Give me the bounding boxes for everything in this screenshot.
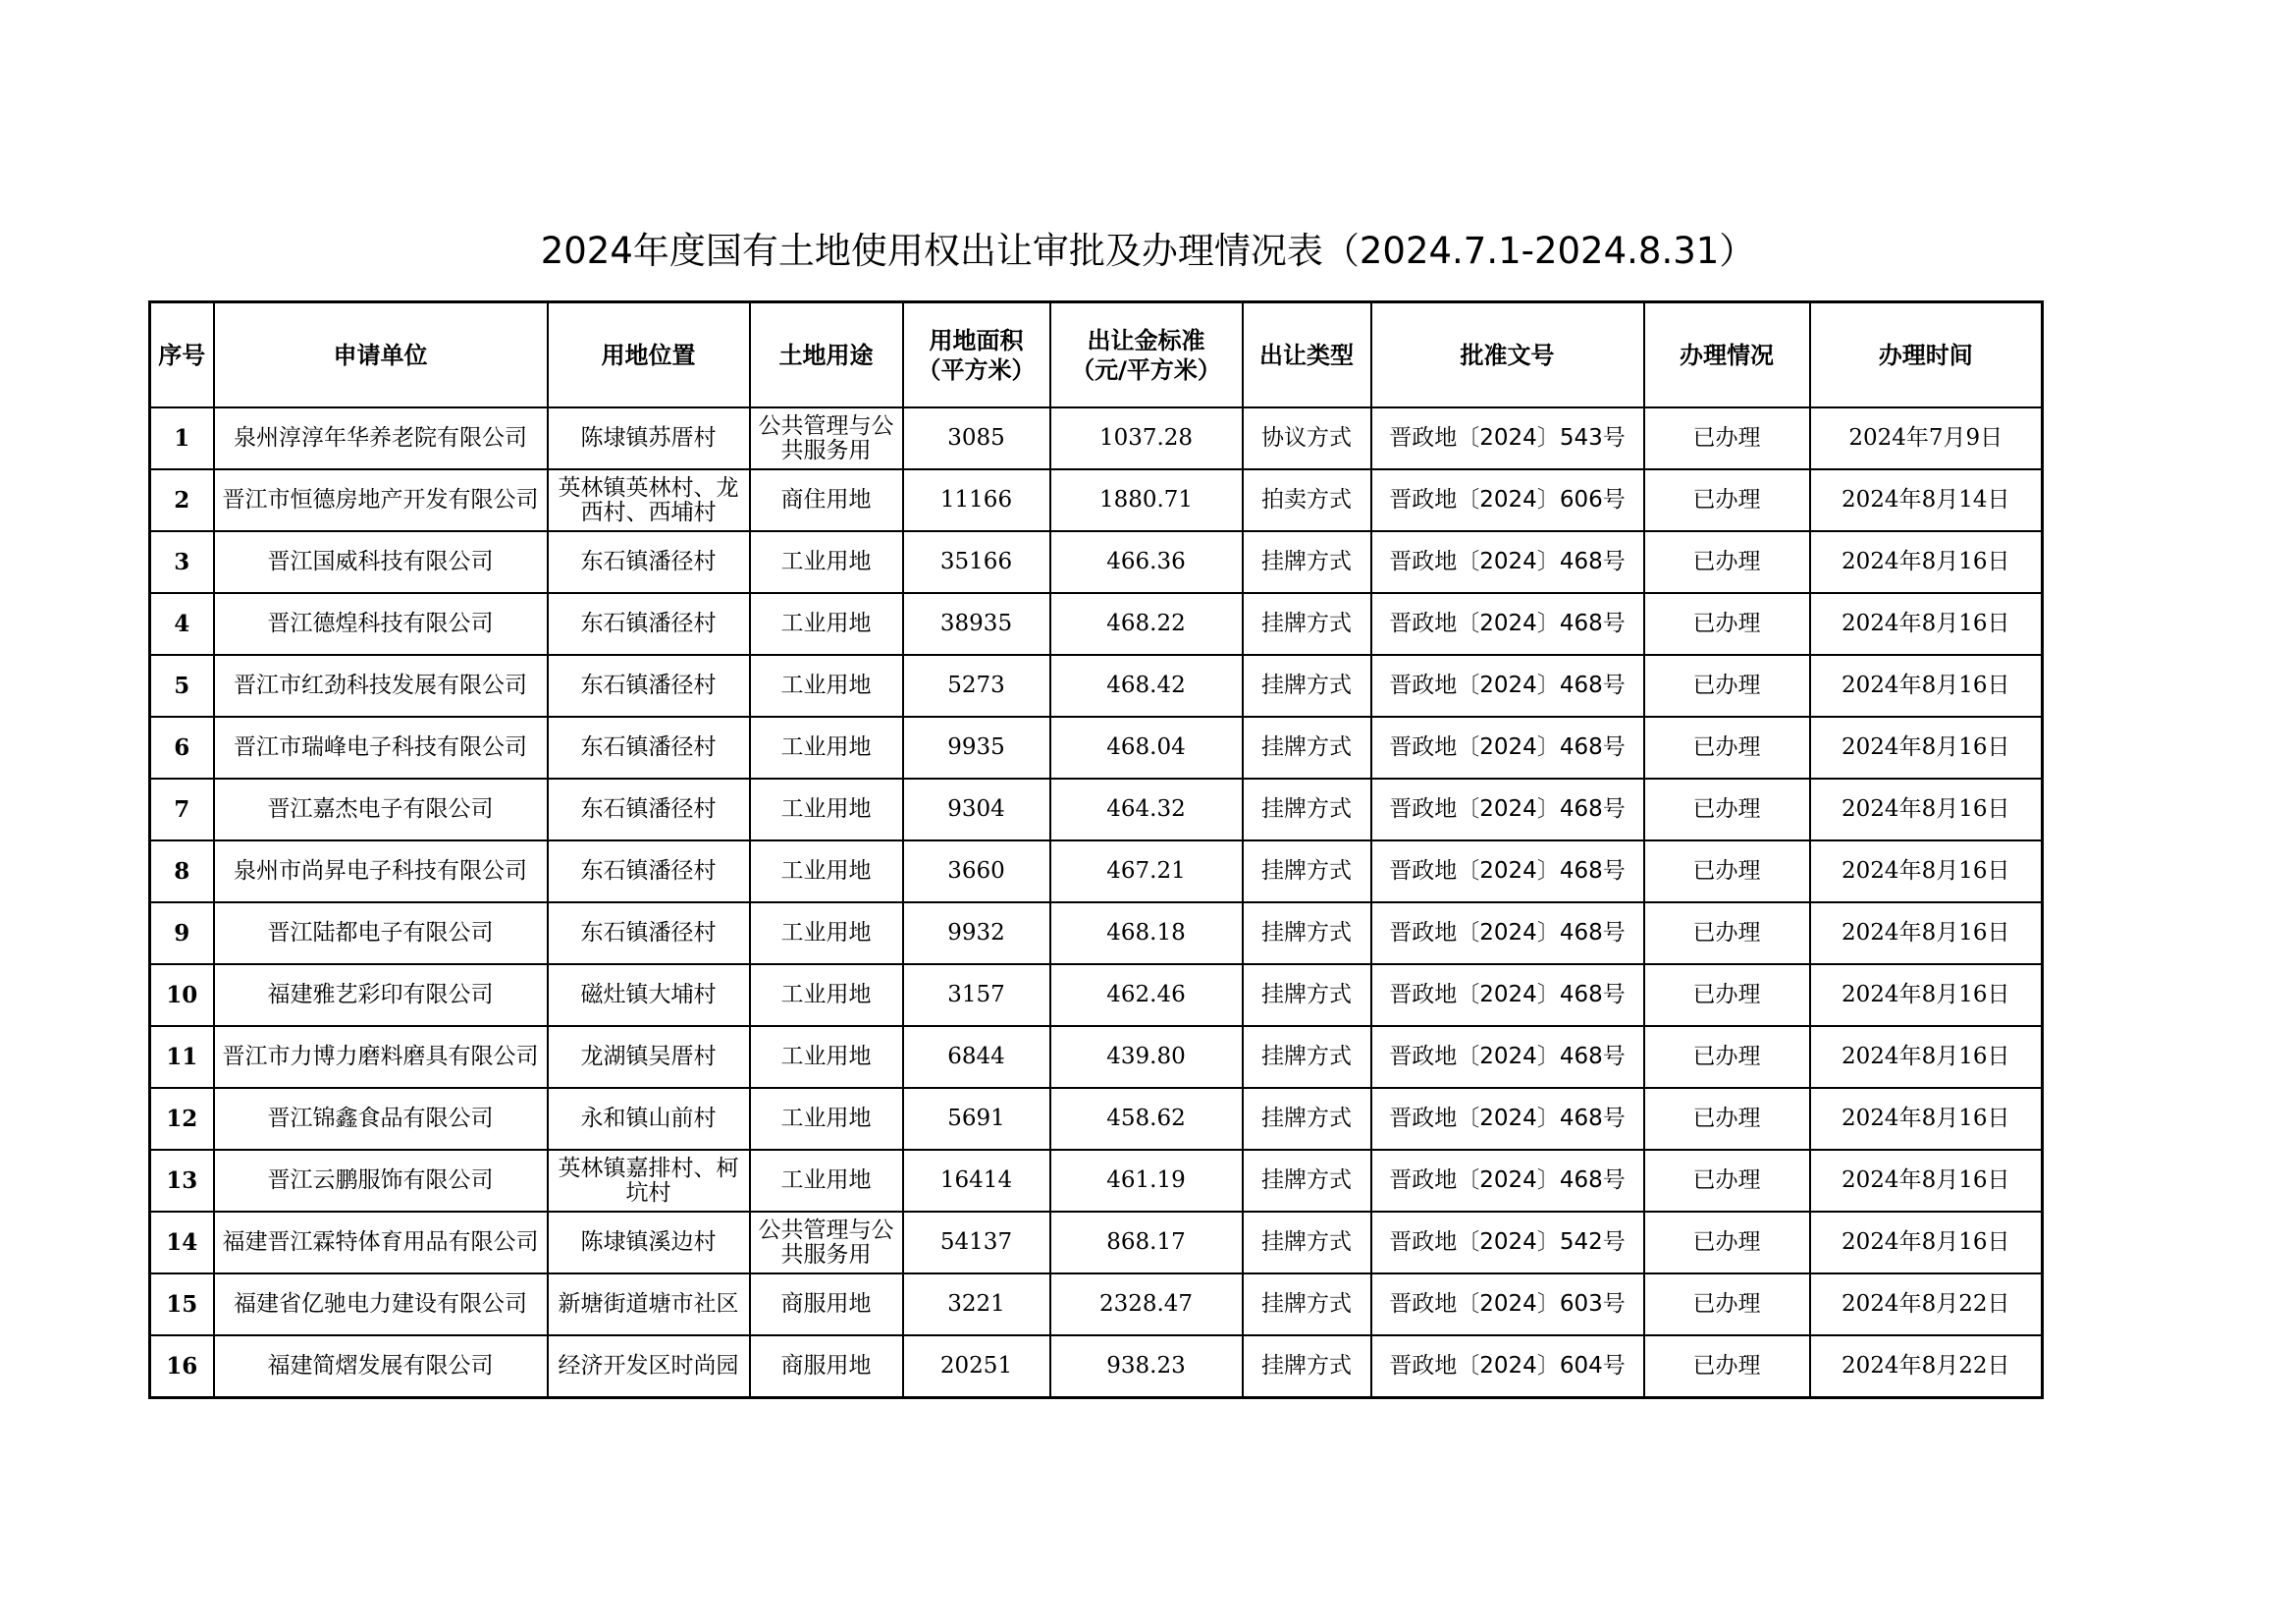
- status-cell: 已办理: [1644, 655, 1810, 717]
- price-cell: 462.46: [1050, 964, 1243, 1026]
- date-cell: 2024年8月16日: [1810, 655, 2043, 717]
- price-cell: 1880.71: [1050, 469, 1243, 531]
- status-cell: 已办理: [1644, 1088, 1810, 1150]
- table-body: [150, 407, 2043, 1398]
- area-cell: 54137: [903, 1212, 1050, 1273]
- table-row: [150, 840, 2043, 902]
- status-cell: 已办理: [1644, 531, 1810, 593]
- land-use-cell: 公共管理与公共服务用: [750, 407, 903, 469]
- location-cell: 东石镇潘径村: [548, 593, 750, 655]
- land-use-header: 土地用途: [750, 302, 903, 408]
- area-cell: 20251: [903, 1335, 1050, 1398]
- area-cell: 38935: [903, 593, 1050, 655]
- row-seq: 8: [150, 840, 214, 902]
- area-cell: 9304: [903, 779, 1050, 840]
- price-cell: 458.62: [1050, 1088, 1243, 1150]
- transfer-type-cell: 挂牌方式: [1243, 1212, 1371, 1273]
- approval-doc-header: 批准文号: [1371, 302, 1644, 408]
- date-cell: 2024年8月14日: [1810, 469, 2043, 531]
- applicant-cell: 泉州淳淳年华养老院有限公司: [214, 407, 548, 469]
- area-cell: 3221: [903, 1273, 1050, 1335]
- location-cell: 陈埭镇苏厝村: [548, 407, 750, 469]
- location-cell: 经济开发区时尚园: [548, 1335, 750, 1398]
- area-cell: 9935: [903, 717, 1050, 779]
- table-row: [150, 407, 2043, 469]
- location-cell: 东石镇潘径村: [548, 717, 750, 779]
- transfer-type-cell: 挂牌方式: [1243, 964, 1371, 1026]
- transfer-type-cell: 挂牌方式: [1243, 1150, 1371, 1212]
- applicant-cell: 晋江嘉杰电子有限公司: [214, 779, 548, 840]
- table-row: [150, 1212, 2043, 1273]
- date-cell: 2024年8月22日: [1810, 1273, 2043, 1335]
- table-row: [150, 1088, 2043, 1150]
- approval-doc-cell: 晋政地〔2024〕604号: [1371, 1335, 1644, 1398]
- applicant-cell: 晋江市红劲科技发展有限公司: [214, 655, 548, 717]
- approval-doc-cell: 晋政地〔2024〕468号: [1371, 1150, 1644, 1212]
- applicant-cell: 福建省亿驰电力建设有限公司: [214, 1273, 548, 1335]
- applicant-cell: 晋江市力博力磨料磨具有限公司: [214, 1026, 548, 1088]
- transfer-type-cell: 挂牌方式: [1243, 902, 1371, 964]
- applicant-cell: 晋江国威科技有限公司: [214, 531, 548, 593]
- row-seq: 6: [150, 717, 214, 779]
- approval-doc-cell: 晋政地〔2024〕468号: [1371, 1088, 1644, 1150]
- price-cell: 2328.47: [1050, 1273, 1243, 1335]
- approval-doc-cell: 晋政地〔2024〕543号: [1371, 407, 1644, 469]
- table-row: [150, 717, 2043, 779]
- applicant-cell: 福建晋江霖特体育用品有限公司: [214, 1212, 548, 1273]
- location-cell: 东石镇潘径村: [548, 902, 750, 964]
- price-cell: 461.19: [1050, 1150, 1243, 1212]
- applicant-cell: 晋江锦鑫食品有限公司: [214, 1088, 548, 1150]
- table-row: [150, 1335, 2043, 1398]
- seq-header: 序号: [150, 302, 214, 408]
- land-use-cell: 商服用地: [750, 1335, 903, 1398]
- transfer-type-cell: 挂牌方式: [1243, 531, 1371, 593]
- location-cell: 东石镇潘径村: [548, 779, 750, 840]
- location-header: 用地位置: [548, 302, 750, 408]
- land-use-cell: 工业用地: [750, 531, 903, 593]
- table-row: [150, 469, 2043, 531]
- status-cell: 已办理: [1644, 469, 1810, 531]
- approval-doc-cell: 晋政地〔2024〕606号: [1371, 469, 1644, 531]
- price-cell: 464.32: [1050, 779, 1243, 840]
- table-row: [150, 1026, 2043, 1088]
- status-cell: 已办理: [1644, 902, 1810, 964]
- area-cell: 5691: [903, 1088, 1050, 1150]
- approval-doc-cell: 晋政地〔2024〕468号: [1371, 964, 1644, 1026]
- approval-doc-cell: 晋政地〔2024〕542号: [1371, 1212, 1644, 1273]
- status-cell: 已办理: [1644, 593, 1810, 655]
- price-cell: 468.18: [1050, 902, 1243, 964]
- table-header-row: [150, 302, 2043, 408]
- date-header: 办理时间: [1810, 302, 2043, 408]
- transfer-type-cell: 挂牌方式: [1243, 593, 1371, 655]
- transfer-type-cell: 挂牌方式: [1243, 1088, 1371, 1150]
- price-cell: 1037.28: [1050, 407, 1243, 469]
- table-row: [150, 1150, 2043, 1212]
- location-cell: 东石镇潘径村: [548, 531, 750, 593]
- price-cell: 467.21: [1050, 840, 1243, 902]
- transfer-type-cell: 协议方式: [1243, 407, 1371, 469]
- table-row: [150, 531, 2043, 593]
- transfer-type-cell: 挂牌方式: [1243, 655, 1371, 717]
- location-cell: 陈埭镇溪边村: [548, 1212, 750, 1273]
- table-row: [150, 964, 2043, 1026]
- transfer-type-cell: 挂牌方式: [1243, 1273, 1371, 1335]
- price-cell: 468.22: [1050, 593, 1243, 655]
- area-cell: 3660: [903, 840, 1050, 902]
- land-use-cell: 工业用地: [750, 1150, 903, 1212]
- date-cell: 2024年8月16日: [1810, 840, 2043, 902]
- area-cell: 6844: [903, 1026, 1050, 1088]
- applicant-cell: 福建雅艺彩印有限公司: [214, 964, 548, 1026]
- status-cell: 已办理: [1644, 1212, 1810, 1273]
- approval-doc-cell: 晋政地〔2024〕468号: [1371, 902, 1644, 964]
- row-seq: 12: [150, 1088, 214, 1150]
- location-cell: 磁灶镇大埔村: [548, 964, 750, 1026]
- row-seq: 3: [150, 531, 214, 593]
- table-row: [150, 655, 2043, 717]
- date-cell: 2024年8月16日: [1810, 1088, 2043, 1150]
- transfer-type-cell: 挂牌方式: [1243, 840, 1371, 902]
- status-cell: 已办理: [1644, 407, 1810, 469]
- location-cell: 东石镇潘径村: [548, 655, 750, 717]
- approval-doc-cell: 晋政地〔2024〕468号: [1371, 1026, 1644, 1088]
- land-use-cell: 工业用地: [750, 964, 903, 1026]
- land-use-cell: 工业用地: [750, 902, 903, 964]
- row-seq: 11: [150, 1026, 214, 1088]
- transfer-type-cell: 挂牌方式: [1243, 717, 1371, 779]
- applicant-cell: 晋江德煌科技有限公司: [214, 593, 548, 655]
- applicant-cell: 福建简熠发展有限公司: [214, 1335, 548, 1398]
- row-seq: 5: [150, 655, 214, 717]
- price-cell: 468.04: [1050, 717, 1243, 779]
- area-header: 用地面积 （平方米）: [903, 302, 1050, 408]
- applicant-cell: 晋江市恒德房地产开发有限公司: [214, 469, 548, 531]
- table-row: [150, 1273, 2043, 1335]
- row-seq: 14: [150, 1212, 214, 1273]
- row-seq: 16: [150, 1335, 214, 1398]
- applicant-cell: 晋江陆都电子有限公司: [214, 902, 548, 964]
- land-use-cell: 工业用地: [750, 1026, 903, 1088]
- land-use-cell: 工业用地: [750, 1088, 903, 1150]
- table-row: [150, 779, 2043, 840]
- status-cell: 已办理: [1644, 1335, 1810, 1398]
- date-cell: 2024年8月16日: [1810, 531, 2043, 593]
- date-cell: 2024年8月16日: [1810, 1212, 2043, 1273]
- transfer-type-cell: 挂牌方式: [1243, 779, 1371, 840]
- date-cell: 2024年8月16日: [1810, 779, 2043, 840]
- applicant-cell: 晋江市瑞峰电子科技有限公司: [214, 717, 548, 779]
- status-cell: 已办理: [1644, 1150, 1810, 1212]
- row-seq: 13: [150, 1150, 214, 1212]
- price-cell: 439.80: [1050, 1026, 1243, 1088]
- price-cell: 868.17: [1050, 1212, 1243, 1273]
- location-cell: 东石镇潘径村: [548, 840, 750, 902]
- table-row: [150, 593, 2043, 655]
- status-cell: 已办理: [1644, 717, 1810, 779]
- location-cell: 龙湖镇吴厝村: [548, 1026, 750, 1088]
- area-cell: 35166: [903, 531, 1050, 593]
- transfer-type-header: 出让类型: [1243, 302, 1371, 408]
- area-cell: 16414: [903, 1150, 1050, 1212]
- status-cell: 已办理: [1644, 964, 1810, 1026]
- row-seq: 9: [150, 902, 214, 964]
- applicant-cell: 泉州市尚昇电子科技有限公司: [214, 840, 548, 902]
- approval-doc-cell: 晋政地〔2024〕468号: [1371, 717, 1644, 779]
- status-header: 办理情况: [1644, 302, 1810, 408]
- applicant-header: 申请单位: [214, 302, 548, 408]
- transfer-type-cell: 挂牌方式: [1243, 1026, 1371, 1088]
- location-cell: 英林镇嘉排村、柯坑村: [548, 1150, 750, 1212]
- approval-doc-cell: 晋政地〔2024〕468号: [1371, 779, 1644, 840]
- date-cell: 2024年8月16日: [1810, 1150, 2043, 1212]
- row-seq: 10: [150, 964, 214, 1026]
- land-transfer-table: [148, 300, 2044, 1399]
- approval-doc-cell: 晋政地〔2024〕468号: [1371, 840, 1644, 902]
- price-header: 出让金标准 （元/平方米）: [1050, 302, 1243, 408]
- row-seq: 1: [150, 407, 214, 469]
- area-cell: 11166: [903, 469, 1050, 531]
- approval-doc-cell: 晋政地〔2024〕468号: [1371, 531, 1644, 593]
- date-cell: 2024年8月16日: [1810, 902, 2043, 964]
- approval-doc-cell: 晋政地〔2024〕603号: [1371, 1273, 1644, 1335]
- land-use-cell: 工业用地: [750, 840, 903, 902]
- land-use-cell: 工业用地: [750, 717, 903, 779]
- row-seq: 15: [150, 1273, 214, 1335]
- approval-doc-cell: 晋政地〔2024〕468号: [1371, 593, 1644, 655]
- status-cell: 已办理: [1644, 1026, 1810, 1088]
- status-cell: 已办理: [1644, 779, 1810, 840]
- table-row: [150, 902, 2043, 964]
- land-use-cell: 商住用地: [750, 469, 903, 531]
- land-use-cell: 工业用地: [750, 593, 903, 655]
- row-seq: 4: [150, 593, 214, 655]
- transfer-type-cell: 拍卖方式: [1243, 469, 1371, 531]
- location-cell: 英林镇英林村、龙西村、西埔村: [548, 469, 750, 531]
- date-cell: 2024年8月22日: [1810, 1335, 2043, 1398]
- date-cell: 2024年8月16日: [1810, 593, 2043, 655]
- land-use-cell: 商服用地: [750, 1273, 903, 1335]
- row-seq: 2: [150, 469, 214, 531]
- location-cell: 永和镇山前村: [548, 1088, 750, 1150]
- price-cell: 938.23: [1050, 1335, 1243, 1398]
- date-cell: 2024年8月16日: [1810, 964, 2043, 1026]
- status-cell: 已办理: [1644, 840, 1810, 902]
- land-use-cell: 工业用地: [750, 779, 903, 840]
- applicant-cell: 晋江云鹏服饰有限公司: [214, 1150, 548, 1212]
- area-cell: 3157: [903, 964, 1050, 1026]
- land-use-cell: 工业用地: [750, 655, 903, 717]
- date-cell: 2024年8月16日: [1810, 1026, 2043, 1088]
- price-cell: 468.42: [1050, 655, 1243, 717]
- transfer-type-cell: 挂牌方式: [1243, 1335, 1371, 1398]
- location-cell: 新塘街道塘市社区: [548, 1273, 750, 1335]
- price-cell: 466.36: [1050, 531, 1243, 593]
- area-cell: 9932: [903, 902, 1050, 964]
- page-title: 2024年度国有土地使用权出让审批及办理情况表（2024.7.1-2024.8.31）: [540, 230, 1756, 272]
- land-use-cell: 公共管理与公共服务用: [750, 1212, 903, 1273]
- row-seq: 7: [150, 779, 214, 840]
- date-cell: 2024年8月16日: [1810, 717, 2043, 779]
- area-cell: 3085: [903, 407, 1050, 469]
- approval-doc-cell: 晋政地〔2024〕468号: [1371, 655, 1644, 717]
- date-cell: 2024年7月9日: [1810, 407, 2043, 469]
- area-cell: 5273: [903, 655, 1050, 717]
- status-cell: 已办理: [1644, 1273, 1810, 1335]
